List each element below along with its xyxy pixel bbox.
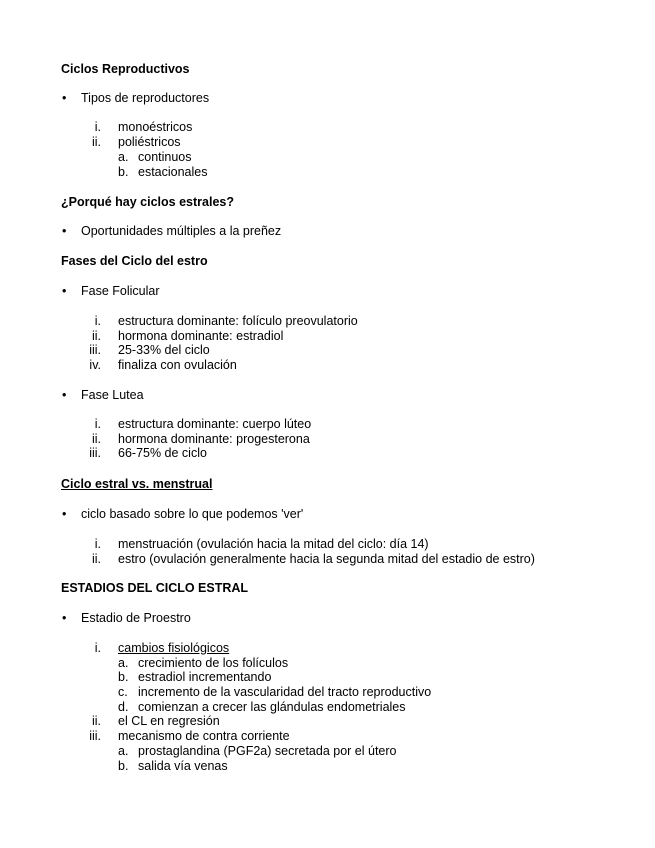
bullet-tipos-reproductores: Tipos de reproductores <box>81 91 210 105</box>
sublist-item: crecimiento de los folículos <box>138 656 289 670</box>
list-num: iv. <box>89 358 101 372</box>
list-num: iii. <box>89 729 101 743</box>
bullet-marker: • <box>62 224 67 238</box>
bullet-oportunidades: Oportunidades múltiples a la preñez <box>81 224 282 238</box>
list-item: estro (ovulación generalmente hacia la segunda mitad del estadio de estro) <box>118 552 535 566</box>
sublist-letter: c. <box>118 685 128 699</box>
sublist-item: salida vía venas <box>138 759 228 773</box>
heading-estadios-ciclo-estral: ESTADIOS DEL CICLO ESTRAL <box>61 581 249 595</box>
sublist-item: estradiol incrementando <box>138 670 272 684</box>
bullet-ciclo-basado: ciclo basado sobre lo que podemos 'ver' <box>81 507 304 521</box>
list-item: 66-75% de ciclo <box>118 446 207 460</box>
heading-porque-ciclos: ¿Porqué hay ciclos estrales? <box>61 195 234 209</box>
list-item: estructura dominante: cuerpo lúteo <box>118 417 312 431</box>
list-num: iii. <box>89 343 101 357</box>
list-item: hormona dominante: progesterona <box>118 432 310 446</box>
sublist-letter: d. <box>118 700 129 714</box>
sublist-letter: b. <box>118 670 129 684</box>
bullet-marker: • <box>62 284 67 298</box>
heading-estral-vs-menstrual: Ciclo estral vs. menstrual <box>61 477 213 491</box>
heading-ciclos-reproductivos: Ciclos Reproductivos <box>61 62 190 76</box>
sublist-letter: a. <box>118 744 129 758</box>
heading-fases-ciclo: Fases del Ciclo del estro <box>61 254 208 268</box>
bullet-fase-lutea: Fase Lutea <box>81 388 144 402</box>
list-item: menstruación (ovulación hacia la mitad del ciclo: día 14) <box>118 537 429 551</box>
list-num: ii. <box>91 135 101 149</box>
bullet-fase-folicular: Fase Folicular <box>81 284 160 298</box>
list-item: 25-33% del ciclo <box>118 343 210 357</box>
list-num: i. <box>94 537 101 551</box>
bullet-marker: • <box>62 388 67 402</box>
sublist-item: estacionales <box>138 165 208 179</box>
sublist-item: continuos <box>138 150 192 164</box>
sublist-letter: a. <box>118 656 129 670</box>
list-item: poliéstricos <box>118 135 181 149</box>
list-item: finaliza con ovulación <box>118 358 237 372</box>
list-num: i. <box>94 417 101 431</box>
sublist-item: prostaglandina (PGF2a) secretada por el útero <box>138 744 397 758</box>
list-item: monoéstricos <box>118 120 193 134</box>
bullet-marker: • <box>62 507 67 521</box>
list-num: i. <box>94 314 101 328</box>
bullet-marker: • <box>62 91 67 105</box>
list-num: ii. <box>91 714 101 728</box>
bullet-marker: • <box>62 611 67 625</box>
bullet-estadio-proestro: Estadio de Proestro <box>81 611 191 625</box>
list-num: iii. <box>89 446 101 460</box>
list-item: el CL en regresión <box>118 714 220 728</box>
list-item: mecanismo de contra corriente <box>118 729 290 743</box>
list-item-cambios-fisiologicos: cambios fisiológicos <box>118 641 230 655</box>
list-num: ii. <box>91 552 101 566</box>
sublist-item: incremento de la vascularidad del tracto reproductivo <box>138 685 432 699</box>
sublist-letter: a. <box>118 150 129 164</box>
list-item: hormona dominante: estradiol <box>118 329 284 343</box>
list-item: estructura dominante: folículo preovulatorio <box>118 314 358 328</box>
list-num: i. <box>94 641 101 655</box>
sublist-letter: b. <box>118 759 129 773</box>
list-num: ii. <box>91 432 101 446</box>
sublist-item: comienzan a crecer las glándulas endometriales <box>138 700 406 714</box>
list-num: i. <box>94 120 101 134</box>
list-num: ii. <box>91 329 101 343</box>
sublist-letter: b. <box>118 165 129 179</box>
